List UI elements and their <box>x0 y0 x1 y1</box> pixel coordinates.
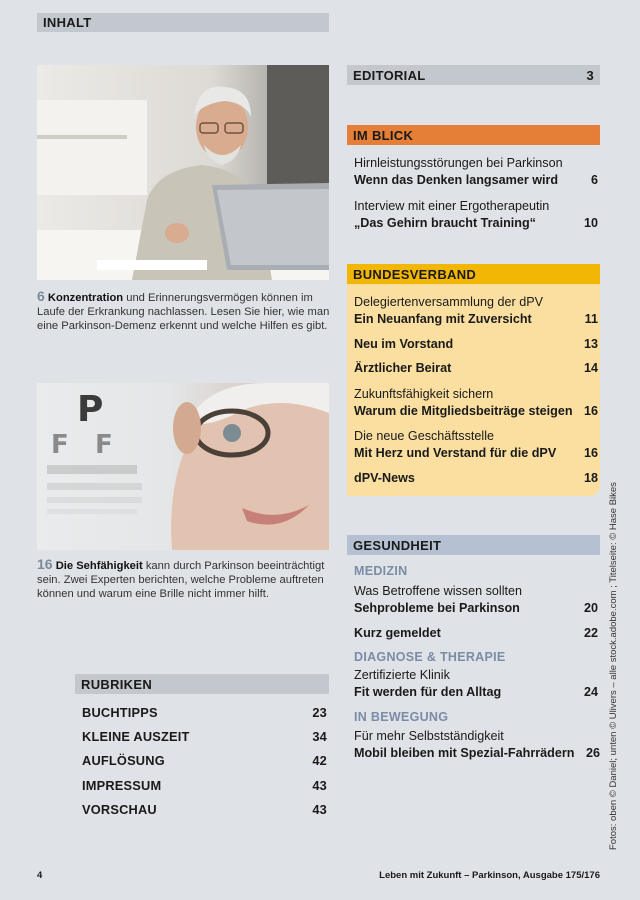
toc-entry-page: 20 <box>583 601 598 615</box>
toc-entry[interactable] <box>354 155 598 189</box>
toc-entry-page: 14 <box>583 361 598 375</box>
toc-entry-subtitle: Interview mit einer Ergotherapeutin <box>354 199 550 213</box>
toc-entry-page: 16 <box>583 446 598 460</box>
toc-entry[interactable] <box>354 198 598 232</box>
feature-caption-concentration <box>37 289 332 333</box>
section-label-medizin: MEDIZIN <box>354 564 408 578</box>
toc-entry-title: Neu im Vorstand <box>354 337 454 351</box>
footer-publication: Leben mit Zukunft – Parkinson, Ausgabe 175/176 <box>379 870 600 881</box>
toc-entry-title: dPV-News <box>354 471 415 485</box>
editorial-page: 3 <box>586 67 594 83</box>
im-blick-header <box>347 125 600 145</box>
photo-woman-glasses-illustration <box>37 383 329 550</box>
gesundheit-header <box>347 535 600 555</box>
toc-entry-title: Warum die Mitgliedsbeiträge steigen <box>354 404 573 418</box>
inhalt-header <box>37 13 329 32</box>
toc-entry-title: Wenn das Denken langsamer wird <box>354 173 559 187</box>
feature-text: kann durch Parkinson beeinträchtigt sein. Zwei Experten berichten, welche Probleme auftreten können und warum eine Brille nicht immer hilft. <box>37 560 325 600</box>
feature-keyword: Konzentration <box>47 292 124 304</box>
rubrik-page: 42 <box>312 753 327 768</box>
toc-entry[interactable] <box>354 336 598 353</box>
toc-entry-subtitle: Delegiertenversammlung der dPV <box>354 295 543 309</box>
rubrik-item[interactable] <box>82 705 327 720</box>
toc-entry-page: 16 <box>583 404 598 418</box>
toc-entry-title: Kurz gemeldet <box>354 626 441 640</box>
bundesverband-header <box>347 264 600 284</box>
feature-text: und Erinnerungsvermögen können im Laufe der Erkrankung nachlassen. Lesen Sie hier, wie man eine Parkinson-Demenz erkennt und welche Hilfen es gibt. <box>37 292 330 332</box>
rubrik-page: 34 <box>312 729 327 744</box>
rubrik-label: AUFLÖSUNG <box>82 753 165 768</box>
toc-entry-title: Mit Herz und Verstand für die dPV <box>354 446 557 460</box>
toc-entry-page: 26 <box>585 746 600 760</box>
toc-entry-page: 22 <box>583 626 598 640</box>
rubrik-page: 23 <box>312 705 327 720</box>
rubrik-page: 43 <box>312 802 327 817</box>
im-blick-header-label: IM BLICK <box>353 127 414 143</box>
rubrik-label: VORSCHAU <box>82 802 157 817</box>
toc-entry-title: Ein Neuanfang mit Zuversicht <box>354 312 532 326</box>
photo-woman-glasses <box>37 383 329 550</box>
rubrik-item[interactable] <box>82 753 327 768</box>
toc-entry-subtitle: Zertifizierte Klinik <box>354 668 450 682</box>
toc-entry[interactable] <box>354 583 598 617</box>
photo-credits: Fotos: oben © Daniel; unten © Ulivers – alle stock.adobe.com ; Titelseite: © Hase Bikes <box>608 482 619 850</box>
toc-entry-title: Fit werden für den Alltag <box>354 685 502 699</box>
toc-entry-page: 13 <box>583 337 598 351</box>
toc-entry-subtitle: Hirnleistungsstörungen bei Parkinson <box>354 156 563 170</box>
feature-page-number: 6 <box>37 288 45 304</box>
toc-entry-subtitle: Für mehr Selbstständigkeit <box>354 729 504 743</box>
editorial-label: EDITORIAL <box>353 67 426 83</box>
toc-entry[interactable] <box>354 470 598 487</box>
toc-entry[interactable] <box>354 360 598 377</box>
toc-entry-subtitle: Die neue Geschäftsstelle <box>354 429 495 443</box>
editorial-header[interactable] <box>347 65 600 85</box>
toc-entry-title: Ärztlicher Beirat <box>354 361 452 375</box>
section-label-in-bewegung: IN BEWEGUNG <box>354 710 449 724</box>
toc-entry-page: 10 <box>583 216 598 230</box>
toc-entry[interactable] <box>354 294 598 328</box>
rubriken-header <box>75 674 329 694</box>
toc-entry[interactable] <box>354 428 598 462</box>
feature-page-number: 16 <box>37 556 53 572</box>
inhalt-header-label: INHALT <box>43 15 92 30</box>
rubrik-page: 43 <box>312 778 327 793</box>
photo-man-laptop-illustration <box>37 65 329 280</box>
eye-chart-letter: F <box>95 430 113 460</box>
toc-entry-title: Mobil bleiben mit Spezial-Fahrrädern <box>354 746 575 760</box>
toc-entry[interactable] <box>354 386 598 420</box>
eye-chart-letter: F <box>51 430 69 460</box>
rubrik-item[interactable] <box>82 802 327 817</box>
rubrik-label: BUCHTIPPS <box>82 705 158 720</box>
toc-entry-page: 24 <box>583 685 598 699</box>
eye-chart-letter: P <box>77 389 104 430</box>
footer-page-number: 4 <box>37 870 43 881</box>
feature-caption-vision <box>37 557 332 601</box>
toc-entry[interactable] <box>354 625 598 642</box>
gesundheit-header-label: GESUNDHEIT <box>353 537 442 553</box>
bundesverband-header-label: BUNDESVERBAND <box>353 266 477 282</box>
rubrik-label: KLEINE AUSZEIT <box>82 729 190 744</box>
toc-entry-title: Sehprobleme bei Parkinson <box>354 601 520 615</box>
toc-entry-page: 18 <box>583 471 598 485</box>
toc-entry[interactable] <box>354 667 598 701</box>
feature-keyword: Die Sehfähigkeit <box>55 560 143 572</box>
toc-entry[interactable] <box>354 728 600 762</box>
toc-entry-subtitle: Was Betroffene wissen sollten <box>354 584 522 598</box>
photo-man-laptop <box>37 65 329 280</box>
toc-entry-page: 6 <box>590 173 598 187</box>
section-label-diagnose-therapie: DIAGNOSE & THERAPIE <box>354 650 506 664</box>
toc-entry-title: „Das Gehirn braucht Training“ <box>354 216 536 230</box>
toc-entry-subtitle: Zukunftsfähigkeit sichern <box>354 387 494 401</box>
rubrik-label: IMPRESSUM <box>82 778 162 793</box>
toc-entry-page: 11 <box>584 312 598 326</box>
rubrik-item[interactable] <box>82 778 327 793</box>
rubrik-item[interactable] <box>82 729 327 744</box>
rubriken-header-label: RUBRIKEN <box>81 676 153 692</box>
